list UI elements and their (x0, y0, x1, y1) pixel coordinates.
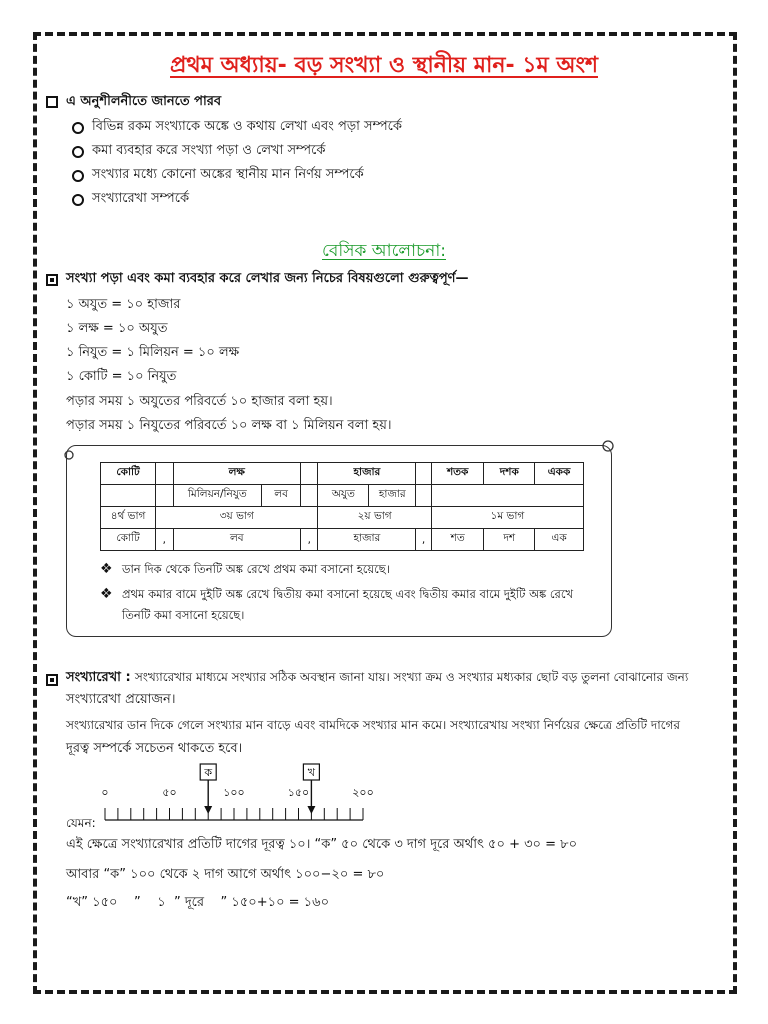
example-label: যেমন: (66, 816, 96, 830)
scroll-curl-icon (600, 438, 616, 454)
explanation-line: এই ক্ষেত্রে সংখ্যারেখার প্রতিটি দাগের দূরত্ব ১০। “ক” ৫০ থেকে ৩ দাগ দূরে অর্থাৎ ৫০ + ৩০ = ৮০ (66, 837, 578, 852)
square-bullet-icon (46, 274, 58, 286)
number-line-text: সংখ্যারেখা প্রয়োজন। (66, 692, 176, 707)
square-bullet-icon (46, 674, 58, 686)
table-row (101, 507, 584, 529)
table-cell: ২য় ভাগ (318, 507, 431, 529)
circle-bullet-icon (72, 194, 84, 206)
table-cell: কোটি (101, 463, 156, 485)
marker-k-arrow-head-icon (204, 806, 212, 814)
marker-k-label: ক (204, 766, 213, 779)
number-line-text: সংখ্যারেখার ডান দিকে গেলে সংখ্যার মান বাড়ে এবং বামদিকে সংখ্যার মান কমে। সংখ্যারেখায় সংখ্যা নির্ণয়ের ক্ষেত্রে প্রতিটি দাগের (66, 718, 680, 732)
reading-line: ১ লক্ষ = ১০ অযুত (66, 321, 168, 336)
circle-bullet-icon (72, 122, 84, 134)
scroll-curl-icon (62, 448, 76, 462)
table-row (101, 463, 584, 485)
reading-line: ১ কোটি = ১০ নিযুত (66, 369, 177, 384)
table-cell: একক (535, 463, 584, 485)
table-cell: হাজার (318, 463, 416, 485)
number-line-text: দূরত্ব সম্পর্কে সচেতন থাকতে হবে। (66, 741, 243, 756)
objectives-heading: এ অনুশীলনীতে জানতে পারব (66, 94, 222, 109)
table-cell (416, 463, 431, 485)
table-row (101, 485, 584, 507)
table-cell: মিলিয়ন/নিযুত (173, 485, 262, 507)
diamond-bullet-icon: ❖ (100, 586, 113, 602)
table-cell: ১ম ভাগ (431, 507, 583, 529)
number-line-tick-label: ৫০ (162, 786, 177, 799)
table-cell: হাজার (318, 529, 416, 551)
reading-line: পড়ার সময় ১ নিযুতের পরিবর্তে ১০ লক্ষ বা ১ মিলিয়ন বলা হয়। (66, 418, 392, 433)
number-line-tick-label: ১৫০ (287, 786, 310, 799)
table-cell (416, 485, 431, 507)
circle-bullet-icon (72, 170, 84, 182)
reading-line: পড়ার সময় ১ অযুতের পরিবর্তে ১০ হাজার বলা হয়। (66, 394, 333, 409)
reading-line: ১ নিযুত = ১ মিলিয়ন = ১০ লক্ষ (66, 345, 240, 360)
table-note: তিনটি কমা বসানো হয়েছে। (122, 608, 245, 622)
number-line-tick-label: ১০০ (223, 786, 245, 799)
objective-item: কমা ব্যবহার করে সংখ্যা পড়া ও লেখা সম্পর্কে (92, 143, 326, 158)
table-cell: শত (431, 529, 484, 551)
table-cell: লব (262, 485, 301, 507)
table-cell: , (156, 529, 173, 551)
diamond-bullet-icon: ❖ (100, 561, 113, 577)
table-note: প্রথম কমার বামে দুইটি অঙ্ক রেখে দ্বিতীয় কমা বসানো হয়েছে এবং দ্বিতীয় কমার বামে দুইটি অঙ্ক রেখে (122, 587, 574, 601)
table-row (101, 529, 584, 551)
number-line-tick-label: ০ (101, 786, 109, 799)
table-cell: ৩য় ভাগ (156, 507, 318, 529)
table-cell: ৪র্থ ভাগ (101, 507, 156, 529)
table-cell: লক্ষ (173, 463, 301, 485)
objective-item: সংখ্যার মধ্যে কোনো অঙ্কের স্থানীয় মান নির্ণয় সম্পর্কে (92, 167, 364, 182)
marker-kh-label: খ (307, 766, 316, 779)
number-line-tick-label: ২০০ (352, 786, 374, 799)
table-cell: লব (173, 529, 301, 551)
checkbox-bullet-icon (46, 96, 58, 108)
table-cell: শতক (431, 463, 484, 485)
table-cell: এক (535, 529, 584, 551)
reading-line: ১ অযুত = ১০ হাজার (66, 297, 181, 312)
table-cell: , (416, 529, 431, 551)
objective-item: বিভিন্ন রকম সংখ্যাকে অঙ্কে ও কথায় লেখা এবং পড়া সম্পর্কে (92, 119, 402, 134)
marker-kh-arrow-head-icon (307, 806, 315, 814)
table-cell: হাজার (369, 485, 416, 507)
page-title: প্রথম অধ্যায়- বড় সংখ্যা ও স্থানীয় মান- ১ম অংশ (170, 53, 598, 78)
table-cell: অযুত (318, 485, 369, 507)
number-line-label: সংখ্যারেখা : (66, 670, 131, 685)
circle-bullet-icon (72, 146, 84, 158)
reading-heading: সংখ্যা পড়া এবং কমা ব্যবহার করে লেখার জন্য নিচের বিষয়গুলো গুরুত্বপূর্ণ— (66, 271, 469, 286)
table-cell (156, 463, 173, 485)
number-line-text: সংখ্যারেখার মাধ্যমে সংখ্যার সঠিক অবস্থান জানা যায়। সংখ্যা ক্রম ও সংখ্যার মধ্যকার ছোট বড় তুলনা বোঝানোর জন্য (134, 670, 689, 684)
table-note: ডান দিক থেকে তিনটি অঙ্ক রেখে প্রথম কমা বসানো হয়েছে। (122, 562, 390, 576)
table-cell: কোটি (101, 529, 156, 551)
explanation-line: আবার “ক” ১০০ থেকে ২ দাগ আগে অর্থাৎ ১০০−২০ = ৮০ (66, 867, 385, 882)
table-cell (431, 485, 583, 507)
basic-discussion-heading: বেসিক আলোচনা: (322, 241, 446, 261)
table-cell: দশক (484, 463, 535, 485)
table-cell (301, 485, 318, 507)
explanation-line: “খ” ১৫০ ” ১ ” দূরে ” ১৫০+১০ = ১৬০ (66, 895, 330, 910)
table-cell: দশ (484, 529, 535, 551)
table-cell (301, 463, 318, 485)
number-line-intro (66, 666, 726, 689)
table-cell (101, 485, 156, 507)
place-value-table (100, 462, 584, 551)
table-cell: , (301, 529, 318, 551)
number-line (95, 760, 385, 840)
table-cell (156, 485, 173, 507)
objective-item: সংখ্যারেখা সম্পর্কে (92, 191, 190, 206)
